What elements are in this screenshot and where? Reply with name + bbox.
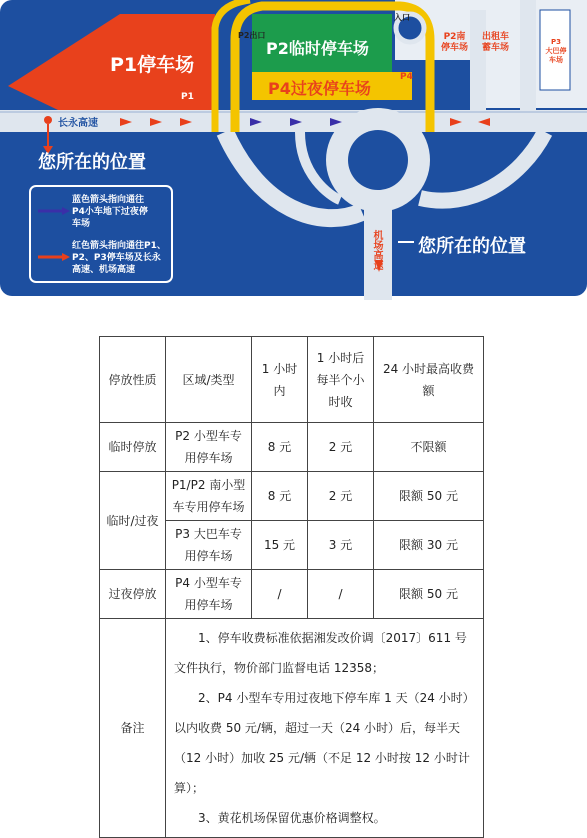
cell-nature: 临时/过夜 (100, 472, 166, 570)
cell-per-half-hour: / (308, 570, 374, 619)
p4-label: P4过夜停车场 (268, 79, 371, 98)
airport-highway-label: 机场高速 (371, 230, 382, 270)
cell-per-half-hour: 2 元 (308, 472, 374, 521)
cell-max-24h: 限额 30 元 (374, 521, 484, 570)
cell-area: P3 大巴车专用停车场 (166, 521, 252, 570)
fee-table-wrapper (99, 336, 484, 838)
entrance-label: 入口 (394, 13, 410, 22)
note-1: 1、停车收费标准依据湘发改价调〔2017〕611 号文件执行，物价部门监督电话 12358； (174, 631, 467, 675)
cell-per-half-hour: 3 元 (308, 521, 374, 570)
table-row (100, 570, 484, 619)
p2-south-label: P2南 停车场 (441, 32, 469, 53)
notes-row (100, 619, 484, 838)
header-first-hour: 1 小时内 (252, 337, 308, 423)
notes-content (166, 619, 484, 838)
cell-max-24h: 不限额 (374, 423, 484, 472)
header-area: 区域/类型 (166, 337, 252, 423)
cell-area: P1/P2 南小型车专用停车场 (166, 472, 252, 521)
header-per-half-hour: 1 小时后每半个小时收 (308, 337, 374, 423)
changyong-label: 长永高速 (58, 118, 98, 129)
parking-fee-table (99, 336, 484, 838)
taxi-lot-label: 出租车 蓄车场 (482, 32, 510, 53)
p1-label: P1停车场 (110, 54, 195, 76)
cell-first-hour: 15 元 (252, 521, 308, 570)
legend-red-text: 红色箭头指向通往P1、 P2、P3停车场及长永 高速、机场高速 (72, 241, 166, 275)
legend-blue-text: 蓝色箭头指向通往 P4小车地下过夜停 车场 (72, 195, 148, 229)
p2-small-label: P2出口 (238, 31, 266, 40)
notes-label: 备注 (100, 619, 166, 838)
p4-marker: P4 (400, 72, 413, 82)
you-are-here-left: 您所在的位置 (38, 152, 146, 173)
note-3: 3、黄花机场保留优惠价格调整权。 (198, 811, 386, 825)
table-row (100, 423, 484, 472)
parking-map (0, 0, 587, 308)
you-are-here-right: 您所在的位置 (418, 236, 526, 257)
cell-area: P4 小型车专用停车场 (166, 570, 252, 619)
p3-label: P3 大巴停车场 (545, 38, 567, 64)
cell-max-24h: 限额 50 元 (374, 570, 484, 619)
cell-nature: 临时停放 (100, 423, 166, 472)
cell-max-24h: 限额 50 元 (374, 472, 484, 521)
cell-first-hour: / (252, 570, 308, 619)
note-2: 2、P4 小型车专用过夜地下停车库 1 天（24 小时）以内收费 50 元/辆，超过一天（24 小时）后，每半天（12 小时）加收 25 元/辆（不足 12 小时按 12 小时计算）； (174, 691, 475, 795)
table-header-row (100, 337, 484, 423)
cell-area: P2 小型车专用停车场 (166, 423, 252, 472)
header-nature: 停放性质 (100, 337, 166, 423)
p2-label: P2临时停车场 (266, 39, 369, 58)
table-row (100, 472, 484, 521)
cell-per-half-hour: 2 元 (308, 423, 374, 472)
p1-marker: P1 (181, 92, 194, 102)
cell-first-hour: 8 元 (252, 423, 308, 472)
cell-first-hour: 8 元 (252, 472, 308, 521)
header-max-24h: 24 小时最高收费额 (374, 337, 484, 423)
cell-nature: 过夜停放 (100, 570, 166, 619)
